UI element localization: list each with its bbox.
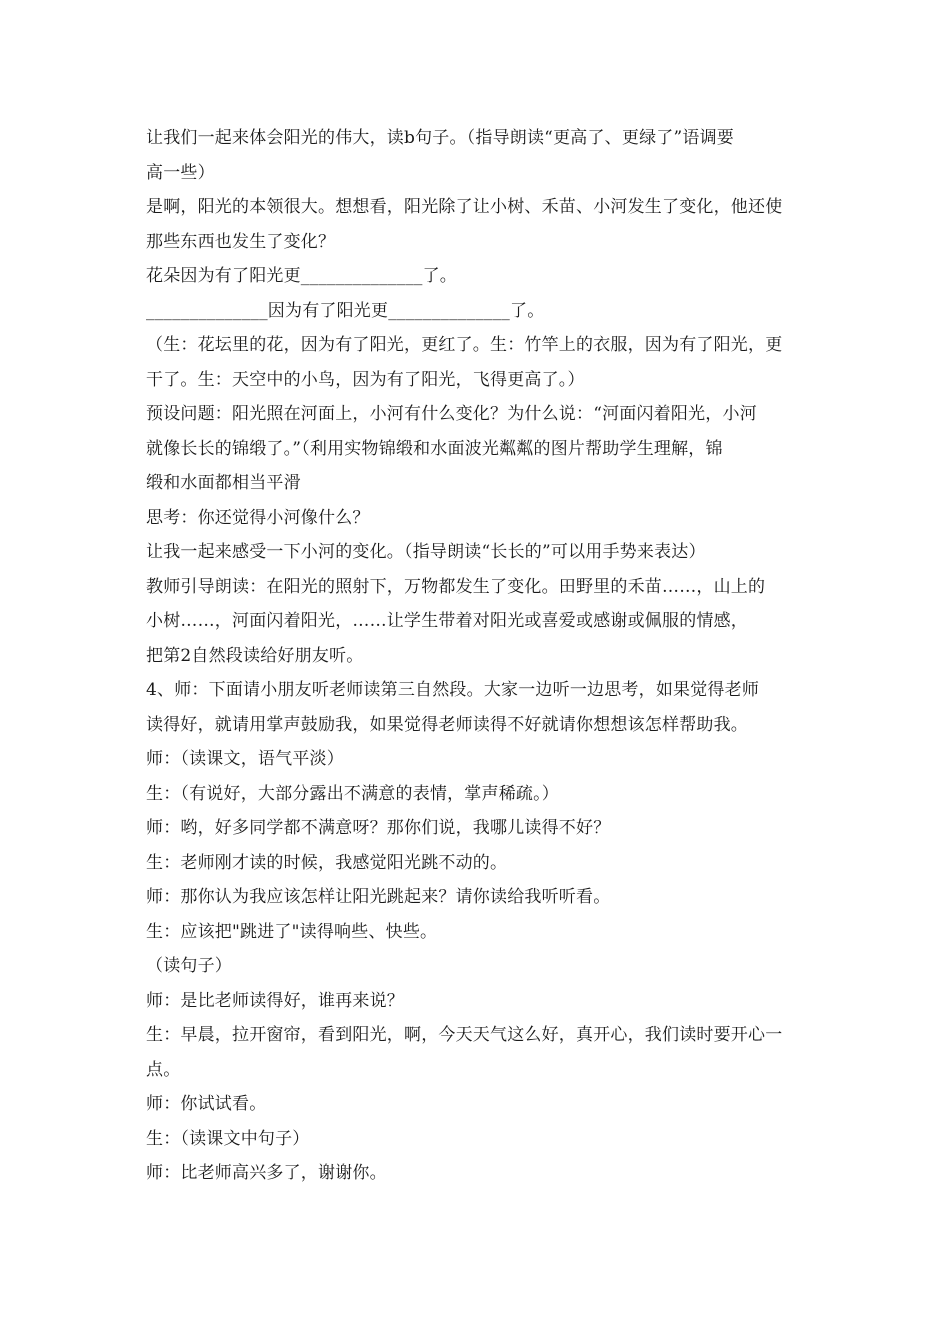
document-body — [146, 121, 812, 1191]
text-line: 就像长长的锦缎了。”（利用实物锦缎和水面波光粼粼的图片帮助学生理解，锦 — [146, 438, 723, 459]
text-line: 那些东西也发生了变化？ — [146, 231, 336, 252]
dialogue-line: 生：早晨，拉开窗帘，看到阳光，啊，今天天气这么好，真开心，我们读时要开心一 — [146, 1025, 783, 1045]
dialogue-line: 师：那你认为我应该怎样让阳光跳起来？请你读给我听听看。 — [146, 887, 611, 907]
text-line: 思考：你还觉得小河像什么？ — [146, 507, 370, 528]
text-line: 缎和水面都相当平滑 — [146, 473, 301, 493]
dialogue-line: 师：比老师高兴多了，谢谢你。 — [146, 1163, 387, 1183]
text-line: 干了。生：天空中的小鸟，因为有了阳光，飞得更高了。） — [146, 369, 585, 390]
dialogue-line: （读句子） — [146, 956, 232, 976]
text-line: （生：花坛里的花，因为有了阳光，更红了。生：竹竿上的衣服，因为有了阳光，更 — [146, 335, 783, 355]
dialogue-line: 师：你试试看。 — [146, 1094, 267, 1114]
dialogue-line: 师：哟，好多同学都不满意呀？那你们说，我哪儿读得不好？ — [146, 818, 611, 838]
text-line: 4、师：下面请小朋友听老师读第三自然段。大家一边听一边思考，如果觉得老师 — [146, 680, 760, 700]
text-line: 是啊，阳光的本领很大。想想看，阳光除了让小树、禾苗、小河发生了变化，他还使 — [146, 197, 783, 217]
dialogue-line: 点。 — [146, 1059, 181, 1080]
dialogue-line: 生：（读课文中句子） — [146, 1128, 310, 1149]
text-line: 教师引导朗读：在阳光的照射下，万物都发生了变化。田野里的禾苗……，山上的 — [146, 576, 766, 597]
fill-in-blank-line: ______________因为有了阳光更______________了。 — [146, 300, 545, 321]
dialogue-line: 师：是比老师读得好，谁再来说？ — [146, 990, 404, 1011]
text-line: 让我一起来感受一下小河的变化。（指导朗读“长长的”可以用手势来表达） — [146, 542, 706, 562]
text-line: 小树……，河面闪着阳光，……让学生带着对阳光或喜爱或感谢或佩服的情感， — [146, 611, 748, 631]
dialogue-line: 生：应该把"跳进了"读得响些、快些。 — [146, 921, 438, 942]
dialogue-line: 师：（读课文，语气平淡） — [146, 749, 344, 769]
dialogue-line: 生：（有说好，大部分露出不满意的表情，掌声稀疏。） — [146, 783, 559, 804]
text-line: 高一些） — [146, 162, 215, 183]
fill-in-blank-line: 花朵因为有了阳光更______________了。 — [146, 266, 457, 286]
dialogue-line: 生：老师刚才读的时候，我感觉阳光跳不动的。 — [146, 852, 508, 873]
text-line: 预设问题：阳光照在河面上，小河有什么变化？为什么说：“河面闪着阳光，小河 — [146, 404, 757, 424]
text-line: 让我们一起来体会阳光的伟大，读b句子。（指导朗读“更高了、更绿了”语调要 — [146, 128, 734, 148]
text-line: 读得好，就请用掌声鼓励我，如果觉得老师读得不好就请你想想该怎样帮助我。 — [146, 714, 748, 735]
text-line: 把第2自然段读给好朋友听。 — [146, 645, 364, 666]
